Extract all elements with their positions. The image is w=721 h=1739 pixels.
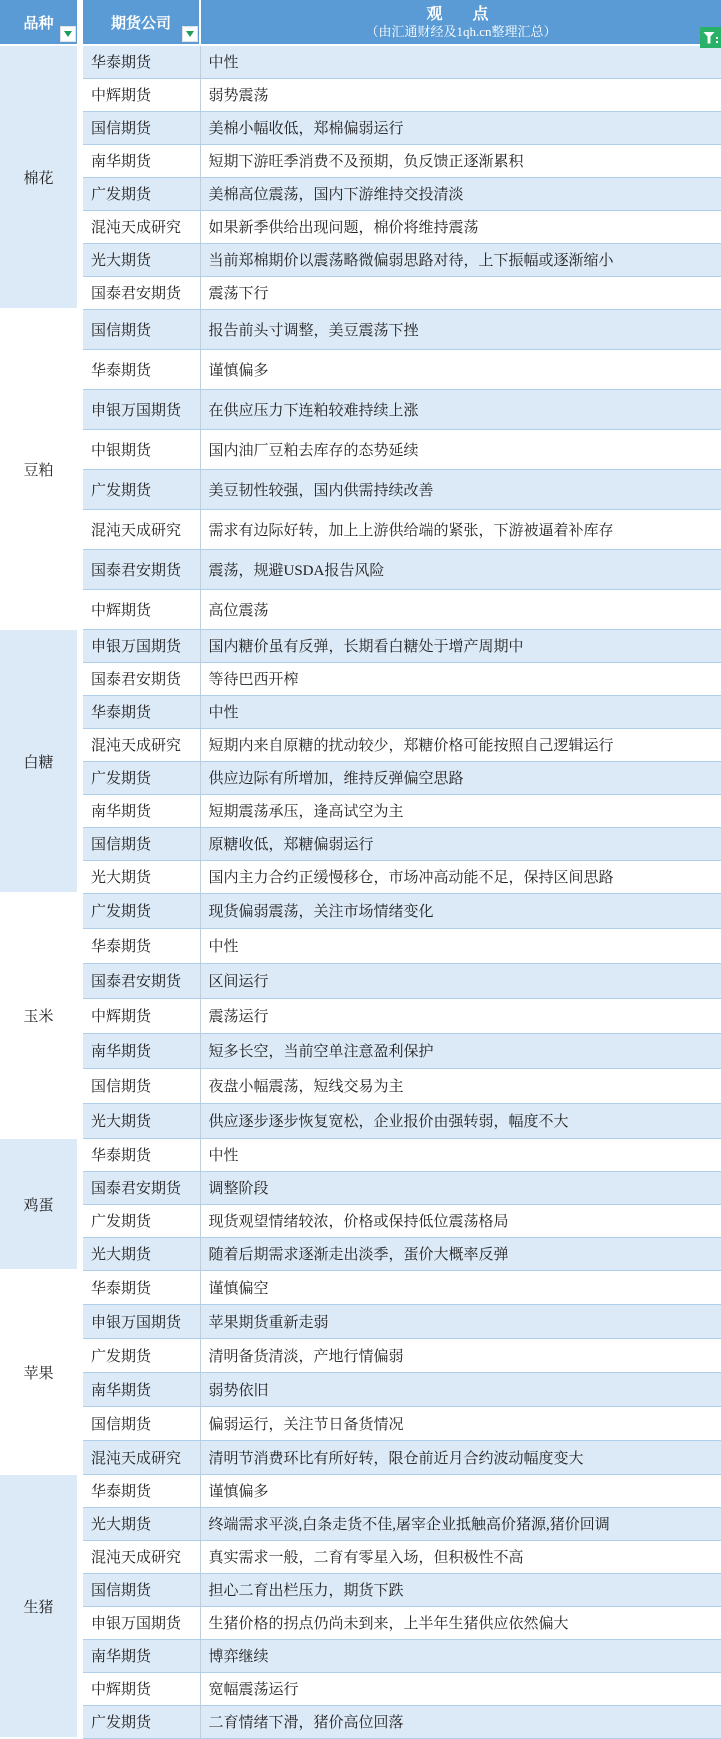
company-cell[interactable]: 华泰期货 (80, 1270, 200, 1304)
chevron-down-icon (186, 31, 194, 37)
variety-cell[interactable]: 苹果 (0, 1270, 80, 1474)
company-cell[interactable]: 南华期货 (80, 794, 200, 827)
viewpoint-cell[interactable]: 美棉高位震荡，国内下游维持交投清淡 (200, 177, 721, 210)
table-row (0, 998, 721, 1033)
table-row (0, 662, 721, 695)
viewpoint-cell[interactable]: 清明备货清淡，产地行情偏弱 (200, 1338, 721, 1372)
table-row (0, 1171, 721, 1204)
table-row (0, 111, 721, 144)
company-cell[interactable]: 中银期货 (80, 429, 200, 469)
table-row (0, 45, 721, 78)
table-row (0, 177, 721, 210)
company-cell[interactable]: 国泰君安期货 (80, 549, 200, 589)
table-row (0, 243, 721, 276)
table-row (0, 761, 721, 794)
viewpoint-cell[interactable]: 美棉小幅收低，郑棉偏弱运行 (200, 111, 721, 144)
viewpoint-cell[interactable]: 供应边际有所增加，维持反弹偏空思路 (200, 761, 721, 794)
company-cell[interactable]: 广发期货 (80, 1204, 200, 1237)
viewpoint-cell[interactable]: 随着后期需求逐渐走出淡季，蛋价大概率反弹 (200, 1237, 721, 1270)
company-cell[interactable]: 南华期货 (80, 1033, 200, 1068)
viewpoint-cell[interactable]: 中性 (200, 45, 721, 78)
variety-header-label: 品种 (23, 15, 54, 32)
company-cell[interactable]: 混沌天成研究 (80, 728, 200, 761)
company-cell[interactable]: 国信期货 (80, 1573, 200, 1606)
viewpoint-cell[interactable]: 中性 (200, 695, 721, 728)
viewpoint-cell[interactable]: 短多长空，当前空单注意盈利保护 (200, 1033, 721, 1068)
viewpoint-cell[interactable]: 终端需求平淡,白条走货不佳,屠宰企业抵触高价猪源,猪价回调 (200, 1507, 721, 1540)
header-row (0, 0, 721, 45)
table-row (0, 1440, 721, 1474)
viewpoint-cell[interactable]: 宽幅震荡运行 (200, 1672, 721, 1705)
variety-cell[interactable]: 生猪 (0, 1474, 80, 1738)
company-cell[interactable]: 混沌天成研究 (80, 509, 200, 549)
variety-cell[interactable]: 玉米 (0, 893, 80, 1138)
company-cell[interactable]: 申银万国期货 (80, 1304, 200, 1338)
viewpoint-cell[interactable]: 震荡运行 (200, 998, 721, 1033)
viewpoint-cell[interactable]: 调整阶段 (200, 1171, 721, 1204)
viewpoint-cell[interactable]: 中性 (200, 1138, 721, 1171)
viewpoint-cell[interactable]: 生猪价格的拐点仍尚未到来，上半年生猪供应依然偏大 (200, 1606, 721, 1639)
company-cell[interactable]: 光大期货 (80, 1507, 200, 1540)
table-row (0, 1138, 721, 1171)
viewpoint-cell[interactable]: 弱势震荡 (200, 78, 721, 111)
viewpoint-cell[interactable]: 偏弱运行，关注节日备货情况 (200, 1406, 721, 1440)
table-row (0, 469, 721, 509)
variety-cell[interactable]: 白糖 (0, 629, 80, 893)
company-cell[interactable]: 申银万国期货 (80, 1606, 200, 1639)
table-row (0, 695, 721, 728)
company-cell[interactable]: 光大期货 (80, 1237, 200, 1270)
company-cell[interactable]: 华泰期货 (80, 349, 200, 389)
viewpoint-header-title: 观 点 (426, 5, 496, 23)
table-filter-button[interactable] (700, 27, 721, 48)
opinions-table-body (0, 45, 721, 1738)
variety-cell[interactable]: 棉花 (0, 45, 80, 309)
table-row (0, 1372, 721, 1406)
table-row (0, 1204, 721, 1237)
company-cell[interactable]: 华泰期货 (80, 928, 200, 963)
company-cell[interactable]: 国信期货 (80, 1068, 200, 1103)
viewpoint-cell[interactable]: 清明节消费环比有所好转，限仓前近月合约波动幅度变大 (200, 1440, 721, 1474)
company-cell[interactable]: 华泰期货 (80, 1138, 200, 1171)
table-row (0, 349, 721, 389)
company-cell[interactable]: 光大期货 (80, 860, 200, 893)
table-row (0, 549, 721, 589)
company-cell[interactable]: 国泰君安期货 (80, 963, 200, 998)
company-cell[interactable]: 国信期货 (80, 827, 200, 860)
company-cell[interactable]: 国泰君安期货 (80, 1171, 200, 1204)
viewpoint-cell[interactable]: 供应逐步逐步恢复宽松，企业报价由强转弱，幅度不大 (200, 1103, 721, 1138)
viewpoint-cell[interactable]: 现货观望情绪较浓，价格或保持低位震荡格局 (200, 1204, 721, 1237)
viewpoint-cell[interactable]: 当前郑棉期价以震荡略微偏弱思路对待，上下振幅或逐渐缩小 (200, 243, 721, 276)
company-cell[interactable]: 国信期货 (80, 1406, 200, 1440)
table-row (0, 1033, 721, 1068)
company-cell[interactable]: 混沌天成研究 (80, 1540, 200, 1573)
company-cell[interactable]: 混沌天成研究 (80, 210, 200, 243)
company-cell[interactable]: 广发期货 (80, 893, 200, 928)
variety-filter-dropdown[interactable] (60, 26, 76, 42)
viewpoint-cell[interactable]: 区间运行 (200, 963, 721, 998)
table-row (0, 728, 721, 761)
table-row (0, 893, 721, 928)
viewpoint-header (200, 0, 721, 45)
viewpoint-cell[interactable]: 国内主力合约正缓慢移仓，市场冲高动能不足，保持区间思路 (200, 860, 721, 893)
viewpoint-cell[interactable]: 弱势依旧 (200, 1372, 721, 1406)
company-header (80, 0, 200, 45)
table-row (0, 309, 721, 349)
viewpoint-cell[interactable]: 博弈继续 (200, 1639, 721, 1672)
company-cell[interactable]: 国信期货 (80, 111, 200, 144)
company-cell[interactable]: 广发期货 (80, 469, 200, 509)
table-row (0, 827, 721, 860)
company-cell[interactable]: 国泰君安期货 (80, 276, 200, 309)
company-cell[interactable]: 南华期货 (80, 144, 200, 177)
company-cell[interactable]: 华泰期货 (80, 695, 200, 728)
company-cell[interactable]: 申银万国期货 (80, 629, 200, 662)
viewpoint-cell[interactable]: 原糖收低，郑糖偏弱运行 (200, 827, 721, 860)
viewpoint-cell[interactable]: 震荡，规避USDA报告风险 (200, 549, 721, 589)
table-row (0, 1474, 721, 1507)
company-cell[interactable]: 广发期货 (80, 177, 200, 210)
table-row (0, 629, 721, 662)
table-row (0, 1672, 721, 1705)
variety-cell[interactable]: 豆粕 (0, 309, 80, 629)
viewpoint-cell[interactable]: 报告前头寸调整，美豆震荡下挫 (200, 309, 721, 349)
viewpoint-cell[interactable]: 现货偏弱震荡，关注市场情绪变化 (200, 893, 721, 928)
company-cell[interactable]: 广发期货 (80, 761, 200, 794)
viewpoint-cell[interactable]: 震荡下行 (200, 276, 721, 309)
table-row (0, 1237, 721, 1270)
company-cell[interactable]: 中辉期货 (80, 1672, 200, 1705)
viewpoint-cell[interactable]: 短期内来自原糖的扰动较少，郑糖价格可能按照自己逻辑运行 (200, 728, 721, 761)
company-cell[interactable]: 中辉期货 (80, 998, 200, 1033)
chevron-down-icon (64, 31, 72, 37)
company-cell[interactable]: 南华期货 (80, 1372, 200, 1406)
company-cell[interactable]: 华泰期货 (80, 45, 200, 78)
viewpoint-cell[interactable]: 高位震荡 (200, 589, 721, 629)
company-cell[interactable]: 中辉期货 (80, 589, 200, 629)
table-row (0, 389, 721, 429)
table-row (0, 1507, 721, 1540)
table-row (0, 429, 721, 469)
table-row (0, 1103, 721, 1138)
viewpoint-cell[interactable]: 美豆韧性较强，国内供需持续改善 (200, 469, 721, 509)
company-cell[interactable]: 国泰君安期货 (80, 662, 200, 695)
viewpoint-cell[interactable]: 如果新季供给出现问题，棉价将维持震荡 (200, 210, 721, 243)
viewpoint-cell[interactable]: 真实需求一般，二育有零星入场，但积极性不高 (200, 1540, 721, 1573)
table-row (0, 1639, 721, 1672)
company-filter-dropdown[interactable] (182, 26, 198, 42)
variety-cell[interactable]: 鸡蛋 (0, 1138, 80, 1270)
table-row (0, 794, 721, 827)
viewpoint-cell[interactable]: 谨慎偏空 (200, 1270, 721, 1304)
table-row (0, 276, 721, 309)
filter-icon (703, 32, 715, 44)
table-row (0, 210, 721, 243)
table-row (0, 144, 721, 177)
table-row (0, 78, 721, 111)
company-cell[interactable]: 广发期货 (80, 1338, 200, 1372)
viewpoint-cell[interactable]: 苹果期货重新走弱 (200, 1304, 721, 1338)
company-header-label: 期货公司 (110, 15, 171, 32)
table-row (0, 1540, 721, 1573)
company-cell[interactable]: 华泰期货 (80, 1474, 200, 1507)
viewpoint-cell[interactable]: 国内油厂豆粕去库存的态势延续 (200, 429, 721, 469)
company-cell[interactable]: 国信期货 (80, 309, 200, 349)
table-row (0, 963, 721, 998)
table-row (0, 1338, 721, 1372)
viewpoint-cell[interactable]: 等待巴西开榨 (200, 662, 721, 695)
table-row (0, 860, 721, 893)
viewpoint-cell[interactable]: 担心二育出栏压力，期货下跌 (200, 1573, 721, 1606)
company-cell[interactable]: 混沌天成研究 (80, 1440, 200, 1474)
table-row (0, 1606, 721, 1639)
table-row (0, 1705, 721, 1738)
viewpoint-cell[interactable]: 夜盘小幅震荡，短线交易为主 (200, 1068, 721, 1103)
table-row (0, 509, 721, 549)
viewpoint-cell[interactable]: 谨慎偏多 (200, 349, 721, 389)
table-row (0, 1068, 721, 1103)
viewpoint-cell[interactable]: 需求有边际好转，加上上游供给端的紧张，下游被逼着补库存 (200, 509, 721, 549)
viewpoint-cell[interactable]: 中性 (200, 928, 721, 963)
viewpoint-header-subtitle: （由汇通财经及1qh.cn整理汇总） (365, 23, 557, 39)
table-row (0, 928, 721, 963)
variety-header (0, 0, 80, 45)
viewpoint-cell[interactable]: 短期震荡承压，逢高试空为主 (200, 794, 721, 827)
viewpoint-cell[interactable]: 二育情绪下滑，猪价高位回落 (200, 1705, 721, 1738)
table-row (0, 1270, 721, 1304)
viewpoint-cell[interactable]: 谨慎偏多 (200, 1474, 721, 1507)
table-row (0, 1304, 721, 1338)
table-row (0, 1406, 721, 1440)
company-cell[interactable]: 南华期货 (80, 1639, 200, 1672)
company-cell[interactable]: 光大期货 (80, 1103, 200, 1138)
company-cell[interactable]: 中辉期货 (80, 78, 200, 111)
company-cell[interactable]: 广发期货 (80, 1705, 200, 1738)
company-cell[interactable]: 光大期货 (80, 243, 200, 276)
table-row (0, 589, 721, 629)
company-cell[interactable]: 申银万国期货 (80, 389, 200, 429)
viewpoint-cell[interactable]: 短期下游旺季消费不及预期，负反馈正逐渐累积 (200, 144, 721, 177)
viewpoint-cell[interactable]: 国内糖价虽有反弹，长期看白糖处于增产周期中 (200, 629, 721, 662)
viewpoint-cell[interactable]: 在供应压力下连粕较难持续上涨 (200, 389, 721, 429)
table-row (0, 1573, 721, 1606)
